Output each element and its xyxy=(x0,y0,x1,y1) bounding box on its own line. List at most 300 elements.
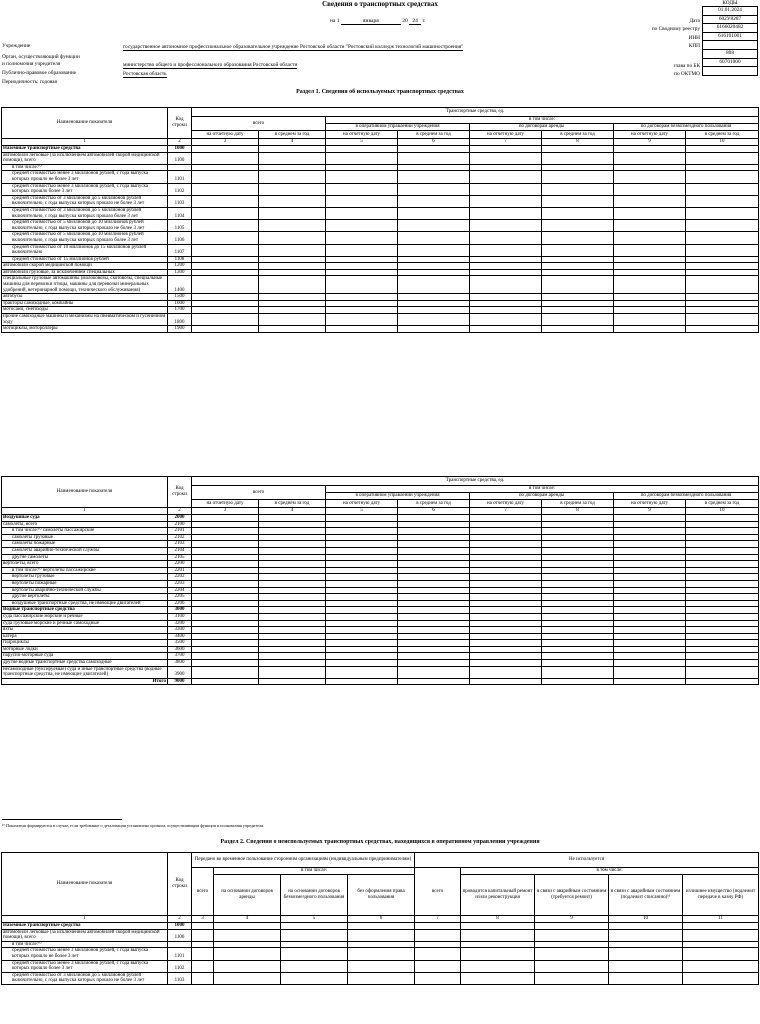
value-cell[interactable] xyxy=(686,653,759,660)
value-cell[interactable] xyxy=(686,574,759,581)
value-cell[interactable] xyxy=(470,633,542,640)
value-cell[interactable] xyxy=(470,220,542,232)
value-cell[interactable] xyxy=(614,521,686,528)
value-cell[interactable] xyxy=(259,594,326,601)
value-cell[interactable] xyxy=(686,541,759,548)
value-cell[interactable] xyxy=(686,515,759,522)
value-cell[interactable] xyxy=(614,607,686,614)
value-cell[interactable] xyxy=(326,660,398,667)
value-cell[interactable] xyxy=(326,534,398,541)
value-cell[interactable] xyxy=(686,326,759,333)
value-cell[interactable] xyxy=(470,269,542,276)
value-cell[interactable] xyxy=(192,594,259,601)
value-cell[interactable] xyxy=(686,183,759,195)
value-cell[interactable] xyxy=(259,300,326,307)
value-cell[interactable] xyxy=(470,640,542,647)
value-cell[interactable] xyxy=(609,960,683,972)
value-cell[interactable] xyxy=(614,146,686,153)
value-cell[interactable] xyxy=(259,646,326,653)
value-cell[interactable] xyxy=(259,314,326,326)
value-cell[interactable] xyxy=(686,640,759,647)
value-cell[interactable] xyxy=(542,633,614,640)
value-cell[interactable] xyxy=(686,528,759,535)
value-cell[interactable] xyxy=(398,613,470,620)
value-cell[interactable] xyxy=(461,941,535,948)
value-cell[interactable] xyxy=(259,515,326,522)
value-cell[interactable] xyxy=(614,164,686,171)
value-cell[interactable] xyxy=(398,263,470,270)
value-cell[interactable] xyxy=(398,587,470,594)
value-cell[interactable] xyxy=(470,256,542,263)
value-cell[interactable] xyxy=(542,594,614,601)
value-cell[interactable] xyxy=(686,294,759,301)
value-cell[interactable] xyxy=(686,146,759,153)
value-cell[interactable] xyxy=(686,256,759,263)
value-cell[interactable] xyxy=(192,146,259,153)
value-cell[interactable] xyxy=(614,534,686,541)
value-cell[interactable] xyxy=(542,171,614,183)
value-cell[interactable] xyxy=(259,294,326,301)
value-cell[interactable] xyxy=(470,547,542,554)
value-cell[interactable] xyxy=(535,929,609,941)
value-cell[interactable] xyxy=(614,633,686,640)
value-cell[interactable] xyxy=(686,263,759,270)
value-cell[interactable] xyxy=(259,326,326,333)
value-cell[interactable] xyxy=(214,960,281,972)
value-cell[interactable] xyxy=(470,171,542,183)
value-cell[interactable] xyxy=(614,232,686,244)
value-cell[interactable] xyxy=(398,521,470,528)
value-cell[interactable] xyxy=(192,574,259,581)
value-cell[interactable] xyxy=(542,300,614,307)
value-cell[interactable] xyxy=(259,587,326,594)
value-cell[interactable] xyxy=(192,541,259,548)
value-cell[interactable] xyxy=(326,574,398,581)
value-cell[interactable] xyxy=(281,941,348,948)
value-cell[interactable] xyxy=(214,948,281,960)
value-cell[interactable] xyxy=(259,666,326,678)
value-cell[interactable] xyxy=(192,678,259,685)
value-cell[interactable] xyxy=(326,547,398,554)
value-cell[interactable] xyxy=(614,547,686,554)
value-cell[interactable] xyxy=(614,183,686,195)
value-cell[interactable] xyxy=(470,183,542,195)
value-cell[interactable] xyxy=(542,607,614,614)
value-cell[interactable] xyxy=(326,195,398,207)
value-cell[interactable] xyxy=(326,307,398,314)
value-cell[interactable] xyxy=(214,941,281,948)
value-cell[interactable] xyxy=(398,152,470,164)
value-cell[interactable] xyxy=(614,587,686,594)
value-cell[interactable] xyxy=(192,554,259,561)
value-cell[interactable] xyxy=(535,941,609,948)
value-cell[interactable] xyxy=(259,307,326,314)
value-cell[interactable] xyxy=(614,574,686,581)
value-cell[interactable] xyxy=(686,554,759,561)
value-cell[interactable] xyxy=(192,528,259,535)
value-cell[interactable] xyxy=(609,948,683,960)
value-cell[interactable] xyxy=(259,183,326,195)
value-cell[interactable] xyxy=(542,276,614,294)
value-cell[interactable] xyxy=(326,152,398,164)
value-cell[interactable] xyxy=(470,567,542,574)
value-cell[interactable] xyxy=(259,567,326,574)
value-cell[interactable] xyxy=(192,300,259,307)
value-cell[interactable] xyxy=(259,521,326,528)
value-cell[interactable] xyxy=(348,948,415,960)
value-cell[interactable] xyxy=(614,300,686,307)
value-cell[interactable] xyxy=(415,941,461,948)
value-cell[interactable] xyxy=(259,244,326,256)
value-cell[interactable] xyxy=(542,554,614,561)
value-cell[interactable] xyxy=(259,574,326,581)
value-cell[interactable] xyxy=(192,941,214,948)
value-cell[interactable] xyxy=(326,220,398,232)
value-cell[interactable] xyxy=(259,164,326,171)
value-cell[interactable] xyxy=(470,152,542,164)
value-cell[interactable] xyxy=(398,314,470,326)
value-cell[interactable] xyxy=(326,627,398,634)
value-cell[interactable] xyxy=(192,666,259,678)
value-cell[interactable] xyxy=(686,521,759,528)
value-cell[interactable] xyxy=(686,220,759,232)
value-cell[interactable] xyxy=(614,244,686,256)
value-cell[interactable] xyxy=(214,972,281,984)
value-cell[interactable] xyxy=(470,326,542,333)
value-cell[interactable] xyxy=(259,232,326,244)
value-cell[interactable] xyxy=(259,220,326,232)
value-cell[interactable] xyxy=(326,207,398,219)
value-cell[interactable] xyxy=(686,567,759,574)
value-cell[interactable] xyxy=(326,613,398,620)
value-cell[interactable] xyxy=(614,307,686,314)
value-cell[interactable] xyxy=(398,294,470,301)
value-cell[interactable] xyxy=(470,594,542,601)
value-cell[interactable] xyxy=(609,929,683,941)
value-cell[interactable] xyxy=(192,521,259,528)
value-cell[interactable] xyxy=(281,923,348,930)
value-cell[interactable] xyxy=(398,534,470,541)
value-cell[interactable] xyxy=(398,300,470,307)
value-cell[interactable] xyxy=(326,554,398,561)
value-cell[interactable] xyxy=(192,263,259,270)
value-cell[interactable] xyxy=(326,678,398,685)
value-cell[interactable] xyxy=(461,972,535,984)
value-cell[interactable] xyxy=(686,660,759,667)
value-cell[interactable] xyxy=(398,574,470,581)
value-cell[interactable] xyxy=(192,972,214,984)
value-cell[interactable] xyxy=(398,220,470,232)
value-cell[interactable] xyxy=(470,534,542,541)
value-cell[interactable] xyxy=(686,627,759,634)
value-cell[interactable] xyxy=(614,660,686,667)
value-cell[interactable] xyxy=(214,929,281,941)
value-cell[interactable] xyxy=(192,587,259,594)
value-cell[interactable] xyxy=(614,580,686,587)
value-cell[interactable] xyxy=(686,633,759,640)
value-cell[interactable] xyxy=(259,613,326,620)
value-cell[interactable] xyxy=(398,528,470,535)
value-cell[interactable] xyxy=(614,220,686,232)
value-cell[interactable] xyxy=(614,515,686,522)
value-cell[interactable] xyxy=(542,534,614,541)
value-cell[interactable] xyxy=(686,195,759,207)
value-cell[interactable] xyxy=(686,678,759,685)
value-cell[interactable] xyxy=(683,948,759,960)
value-cell[interactable] xyxy=(542,263,614,270)
value-cell[interactable] xyxy=(192,195,259,207)
value-cell[interactable] xyxy=(614,171,686,183)
value-cell[interactable] xyxy=(686,547,759,554)
value-cell[interactable] xyxy=(461,929,535,941)
value-cell[interactable] xyxy=(470,646,542,653)
value-cell[interactable] xyxy=(542,195,614,207)
value-cell[interactable] xyxy=(398,207,470,219)
value-cell[interactable] xyxy=(542,620,614,627)
value-cell[interactable] xyxy=(326,607,398,614)
value-cell[interactable] xyxy=(192,326,259,333)
value-cell[interactable] xyxy=(192,547,259,554)
value-cell[interactable] xyxy=(398,561,470,568)
value-cell[interactable] xyxy=(535,960,609,972)
value-cell[interactable] xyxy=(470,207,542,219)
value-cell[interactable] xyxy=(214,923,281,930)
value-cell[interactable] xyxy=(326,600,398,607)
value-cell[interactable] xyxy=(542,541,614,548)
value-cell[interactable] xyxy=(470,244,542,256)
value-cell[interactable] xyxy=(192,256,259,263)
value-cell[interactable] xyxy=(614,627,686,634)
value-cell[interactable] xyxy=(326,314,398,326)
value-cell[interactable] xyxy=(683,941,759,948)
value-cell[interactable] xyxy=(470,660,542,667)
value-cell[interactable] xyxy=(192,276,259,294)
value-cell[interactable] xyxy=(614,152,686,164)
value-cell[interactable] xyxy=(614,594,686,601)
value-cell[interactable] xyxy=(259,547,326,554)
value-cell[interactable] xyxy=(192,232,259,244)
value-cell[interactable] xyxy=(470,574,542,581)
value-cell[interactable] xyxy=(326,620,398,627)
value-cell[interactable] xyxy=(542,521,614,528)
value-cell[interactable] xyxy=(398,515,470,522)
value-cell[interactable] xyxy=(326,269,398,276)
value-cell[interactable] xyxy=(398,600,470,607)
value-cell[interactable] xyxy=(415,960,461,972)
value-cell[interactable] xyxy=(542,183,614,195)
value-cell[interactable] xyxy=(542,646,614,653)
value-cell[interactable] xyxy=(614,666,686,678)
value-cell[interactable] xyxy=(470,300,542,307)
value-cell[interactable] xyxy=(259,276,326,294)
value-cell[interactable] xyxy=(192,627,259,634)
value-cell[interactable] xyxy=(192,152,259,164)
value-cell[interactable] xyxy=(326,594,398,601)
value-cell[interactable] xyxy=(398,554,470,561)
value-cell[interactable] xyxy=(415,948,461,960)
value-cell[interactable] xyxy=(470,541,542,548)
value-cell[interactable] xyxy=(542,164,614,171)
value-cell[interactable] xyxy=(348,941,415,948)
value-cell[interactable] xyxy=(686,600,759,607)
value-cell[interactable] xyxy=(614,207,686,219)
value-cell[interactable] xyxy=(614,613,686,620)
value-cell[interactable] xyxy=(259,554,326,561)
value-cell[interactable] xyxy=(326,171,398,183)
value-cell[interactable] xyxy=(326,567,398,574)
value-cell[interactable] xyxy=(259,678,326,685)
value-cell[interactable] xyxy=(614,640,686,647)
value-cell[interactable] xyxy=(461,948,535,960)
value-cell[interactable] xyxy=(348,960,415,972)
value-cell[interactable] xyxy=(398,653,470,660)
value-cell[interactable] xyxy=(542,678,614,685)
value-cell[interactable] xyxy=(259,633,326,640)
value-cell[interactable] xyxy=(461,960,535,972)
value-cell[interactable] xyxy=(542,152,614,164)
value-cell[interactable] xyxy=(686,534,759,541)
value-cell[interactable] xyxy=(192,613,259,620)
value-cell[interactable] xyxy=(542,256,614,263)
value-cell[interactable] xyxy=(614,600,686,607)
value-cell[interactable] xyxy=(686,164,759,171)
value-cell[interactable] xyxy=(259,580,326,587)
value-cell[interactable] xyxy=(259,620,326,627)
value-cell[interactable] xyxy=(614,567,686,574)
value-cell[interactable] xyxy=(686,269,759,276)
value-cell[interactable] xyxy=(686,646,759,653)
value-cell[interactable] xyxy=(326,646,398,653)
value-cell[interactable] xyxy=(686,314,759,326)
value-cell[interactable] xyxy=(609,923,683,930)
value-cell[interactable] xyxy=(415,972,461,984)
value-cell[interactable] xyxy=(415,923,461,930)
value-cell[interactable] xyxy=(398,660,470,667)
value-cell[interactable] xyxy=(398,580,470,587)
value-cell[interactable] xyxy=(398,666,470,678)
value-cell[interactable] xyxy=(398,307,470,314)
value-cell[interactable] xyxy=(461,923,535,930)
value-cell[interactable] xyxy=(470,307,542,314)
value-cell[interactable] xyxy=(398,232,470,244)
value-cell[interactable] xyxy=(398,627,470,634)
value-cell[interactable] xyxy=(470,528,542,535)
value-cell[interactable] xyxy=(686,580,759,587)
value-cell[interactable] xyxy=(542,146,614,153)
value-cell[interactable] xyxy=(686,561,759,568)
value-cell[interactable] xyxy=(192,607,259,614)
value-cell[interactable] xyxy=(326,183,398,195)
value-cell[interactable] xyxy=(470,587,542,594)
value-cell[interactable] xyxy=(614,294,686,301)
value-cell[interactable] xyxy=(259,152,326,164)
value-cell[interactable] xyxy=(259,195,326,207)
value-cell[interactable] xyxy=(259,534,326,541)
value-cell[interactable] xyxy=(259,561,326,568)
value-cell[interactable] xyxy=(470,232,542,244)
value-cell[interactable] xyxy=(470,653,542,660)
value-cell[interactable] xyxy=(192,567,259,574)
value-cell[interactable] xyxy=(281,929,348,941)
value-cell[interactable] xyxy=(192,164,259,171)
value-cell[interactable] xyxy=(686,613,759,620)
value-cell[interactable] xyxy=(686,620,759,627)
value-cell[interactable] xyxy=(686,276,759,294)
value-cell[interactable] xyxy=(470,607,542,614)
value-cell[interactable] xyxy=(398,183,470,195)
value-cell[interactable] xyxy=(326,515,398,522)
value-cell[interactable] xyxy=(326,256,398,263)
value-cell[interactable] xyxy=(614,541,686,548)
value-cell[interactable] xyxy=(470,627,542,634)
value-cell[interactable] xyxy=(326,541,398,548)
value-cell[interactable] xyxy=(192,923,214,930)
value-cell[interactable] xyxy=(326,653,398,660)
value-cell[interactable] xyxy=(192,294,259,301)
value-cell[interactable] xyxy=(542,561,614,568)
value-cell[interactable] xyxy=(535,948,609,960)
value-cell[interactable] xyxy=(326,263,398,270)
value-cell[interactable] xyxy=(192,534,259,541)
value-cell[interactable] xyxy=(259,269,326,276)
value-cell[interactable] xyxy=(470,164,542,171)
value-cell[interactable] xyxy=(326,521,398,528)
value-cell[interactable] xyxy=(614,263,686,270)
value-cell[interactable] xyxy=(192,646,259,653)
value-cell[interactable] xyxy=(326,561,398,568)
value-cell[interactable] xyxy=(326,164,398,171)
value-cell[interactable] xyxy=(614,528,686,535)
value-cell[interactable] xyxy=(470,263,542,270)
value-cell[interactable] xyxy=(686,232,759,244)
value-cell[interactable] xyxy=(614,554,686,561)
value-cell[interactable] xyxy=(683,960,759,972)
value-cell[interactable] xyxy=(542,613,614,620)
value-cell[interactable] xyxy=(398,646,470,653)
value-cell[interactable] xyxy=(542,666,614,678)
value-cell[interactable] xyxy=(398,640,470,647)
value-cell[interactable] xyxy=(470,580,542,587)
value-cell[interactable] xyxy=(470,515,542,522)
value-cell[interactable] xyxy=(326,232,398,244)
value-cell[interactable] xyxy=(259,627,326,634)
value-cell[interactable] xyxy=(398,171,470,183)
value-cell[interactable] xyxy=(398,607,470,614)
value-cell[interactable] xyxy=(683,972,759,984)
value-cell[interactable] xyxy=(542,207,614,219)
value-cell[interactable] xyxy=(281,972,348,984)
value-cell[interactable] xyxy=(614,646,686,653)
value-cell[interactable] xyxy=(686,300,759,307)
value-cell[interactable] xyxy=(192,561,259,568)
value-cell[interactable] xyxy=(398,146,470,153)
value-cell[interactable] xyxy=(542,574,614,581)
value-cell[interactable] xyxy=(259,263,326,270)
value-cell[interactable] xyxy=(398,633,470,640)
value-cell[interactable] xyxy=(609,941,683,948)
value-cell[interactable] xyxy=(192,620,259,627)
value-cell[interactable] xyxy=(686,171,759,183)
value-cell[interactable] xyxy=(542,269,614,276)
value-cell[interactable] xyxy=(259,640,326,647)
value-cell[interactable] xyxy=(398,244,470,256)
value-cell[interactable] xyxy=(683,923,759,930)
value-cell[interactable] xyxy=(281,948,348,960)
value-cell[interactable] xyxy=(192,660,259,667)
value-cell[interactable] xyxy=(192,960,214,972)
value-cell[interactable] xyxy=(614,653,686,660)
value-cell[interactable] xyxy=(326,587,398,594)
